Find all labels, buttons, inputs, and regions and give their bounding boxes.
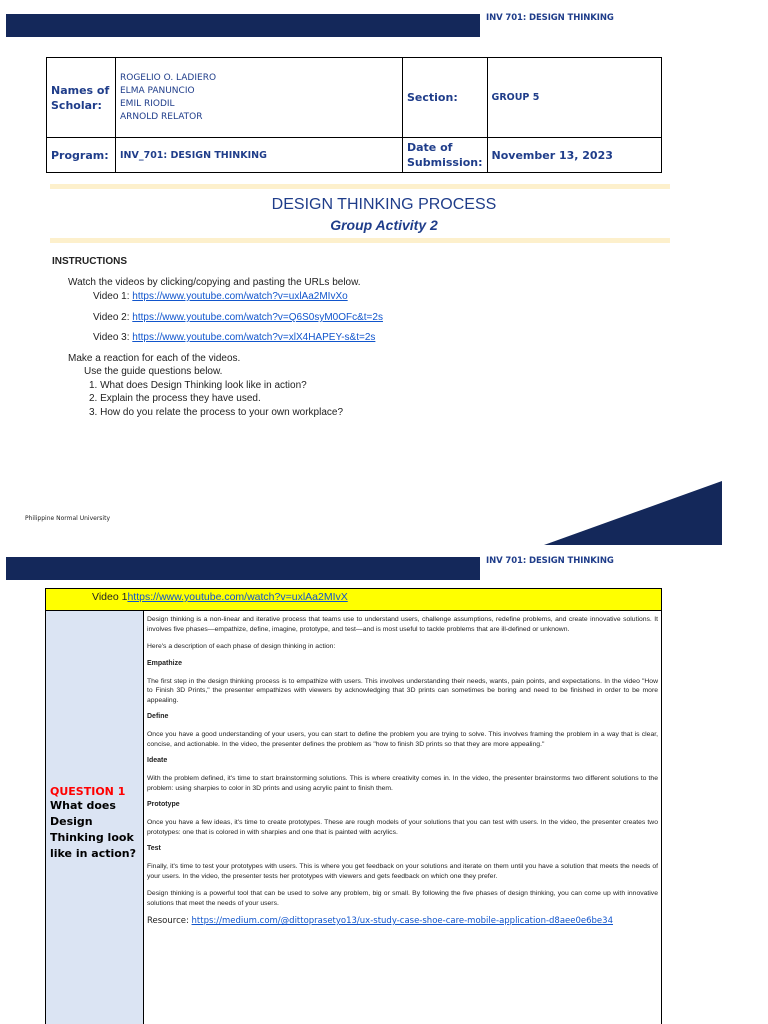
date-value-cell	[487, 138, 661, 173]
watch-instruction: Watch the videos by clicking/copying and pasting the URLs below.	[68, 277, 361, 288]
scholar-name: EMIL RIODIL	[120, 98, 175, 109]
guide-question-3: 3. How do you relate the process to your own workplace?	[89, 407, 344, 418]
scholar-name: ARNOLD RELATOR	[120, 111, 203, 122]
answer-intro: Design thinking is a non-linear and iterative process that teams use to understand users, challenge assumptions, redefine problems, and create innovative solutions. It involves five phases—empathize, define, imagine, prototype, and test—and is most useful to tackle problems that are ill-defined or unknown.	[147, 616, 658, 633]
video-1-label: Video 1:	[93, 291, 133, 302]
guide-question-1: 1. What does Design Thinking look like in action?	[89, 380, 307, 391]
names-cell	[116, 58, 403, 138]
video-2-link[interactable]: https://www.youtube.com/watch?v=Q6S0syM0OFc&t=2s	[132, 312, 383, 323]
instructions-heading: INSTRUCTIONS	[52, 256, 127, 267]
video-header-cell	[46, 589, 662, 611]
page-subtitle: Group Activity 2	[330, 217, 438, 233]
video-label: Video 1	[92, 591, 128, 603]
page-title: DESIGN THINKING PROCESS	[271, 196, 497, 213]
resource-link[interactable]: https://medium.com/@dittoprasetyo13/ux-study-case-shoe-care-mobile-application-d8aee0e6be34	[191, 916, 613, 926]
phase-heading-ideate: Ideate	[147, 757, 168, 764]
divider-bottom	[50, 238, 670, 243]
phase-heading-empathize: Empathize	[147, 659, 183, 667]
program-label-cell	[47, 138, 116, 173]
video-3-link[interactable]: https://www.youtube.com/watch?v=xlX4HAPEY-s&t=2s	[132, 332, 376, 343]
video-1-line	[93, 291, 348, 302]
date-value: November 13, 2023	[491, 148, 613, 162]
phase-heading-test: Test	[147, 845, 161, 852]
phase-text-prototype: Once you have a few ideas, it's time to create prototypes. These are rough models of your solutions that you can test with users. In the video, the presenter creates two prototypes: one that is colored in with sharpies and one that is painted with acrylics.	[147, 819, 658, 836]
page-gap	[0, 545, 768, 552]
phase-text-ideate: With the problem defined, it's time to start brainstorming solutions. This is where creativity comes in. In the video, the presenter brainstorms two different solutions to the problem: using sharpies to color in 3D prints and using acrylic paint to finish them.	[147, 775, 658, 792]
program-label: Program:	[51, 148, 109, 162]
guide-instruction: Use the guide questions below.	[84, 366, 223, 377]
video-3-label: Video 3:	[93, 332, 133, 343]
section-value: GROUP 5	[491, 92, 540, 103]
course-label: INV 701: DESIGN THINKING	[486, 13, 614, 23]
program-value: INV_701: DESIGN THINKING	[120, 149, 267, 161]
footer-university: Philippine Normal University	[25, 515, 110, 522]
question-number: QUESTION 1	[50, 785, 126, 798]
video-1-link[interactable]: https://www.youtube.com/watch?v=uxlAa2MIvXo	[132, 291, 348, 302]
section-label-cell	[403, 58, 488, 138]
document-page-2	[0, 552, 768, 1024]
answer-closing: Design thinking is a powerful tool that can be used to solve any problem, big or small. By following the five phases of design thinking, you can come up with innovative solutions that meet the needs of your users.	[147, 890, 658, 907]
scholar-info-table	[46, 57, 662, 173]
resource-line	[147, 916, 658, 926]
answer-cell	[144, 611, 662, 1024]
section-label: Section:	[407, 91, 458, 104]
course-label: INV 701: DESIGN THINKING	[486, 556, 614, 566]
video-2-line	[93, 312, 383, 323]
answer-description: Here's a description of each phase of design thinking in action:	[147, 643, 336, 650]
video-link[interactable]: https://www.youtube.com/watch?v=uxlAa2MIvX	[127, 591, 348, 603]
program-value-cell	[116, 138, 403, 173]
reaction-instruction: Make a reaction for each of the videos.	[68, 353, 241, 364]
names-label: Names of Scholar:	[51, 83, 110, 112]
phase-text-define: Once you have a good understanding of your users, you can start to define the problem you are trying to solve. This involves framing the problem in a way that is clear, concise, and actionable. In the video, the presenter defines the problem as "how to finish 3D prints so that they are more appealing."	[147, 731, 658, 748]
scholar-name: ELMA PANUNCIO	[120, 85, 195, 96]
divider-top	[50, 184, 670, 189]
phase-text-empathize: The first step in the design thinking process is to empathize with users. This involves understanding their needs, wants, pain points, and expectations. In the video "How to Finish 3D Prints," the presenter empathizes with viewers by acknowledging that 3D prints can sometimes be boring and need to be finished in order to be more appealing.	[147, 677, 658, 704]
scholar-name: ROGELIO O. LADIERO	[120, 72, 217, 83]
section-value-cell	[487, 58, 661, 138]
phase-text-test: Finally, it's time to test your prototypes with users. This is where you get feedback on your solutions and iterate on them until you have a solution that meets the needs of your users. In the video, the presenter tests her prototypes with viewers and gets feedback on which one they prefer.	[147, 863, 658, 880]
names-label-cell	[47, 58, 116, 138]
names-list	[120, 72, 398, 124]
header-bar	[6, 14, 480, 37]
video-3-line	[93, 332, 375, 343]
question-cell	[46, 611, 144, 1024]
resource-label: Resource:	[147, 916, 192, 926]
corner-decoration	[544, 481, 722, 545]
phase-heading-prototype: Prototype	[147, 801, 180, 808]
date-label: Date of Submission:	[407, 141, 483, 169]
date-label-cell	[403, 138, 488, 173]
video-2-label: Video 2:	[93, 312, 133, 323]
header-bar	[6, 557, 480, 580]
guide-question-2: 2. Explain the process they have used.	[89, 393, 261, 404]
question-table	[45, 588, 662, 1024]
question-text: What does Design Thinking look like in action?	[50, 799, 137, 860]
phase-heading-define: Define	[147, 713, 169, 720]
